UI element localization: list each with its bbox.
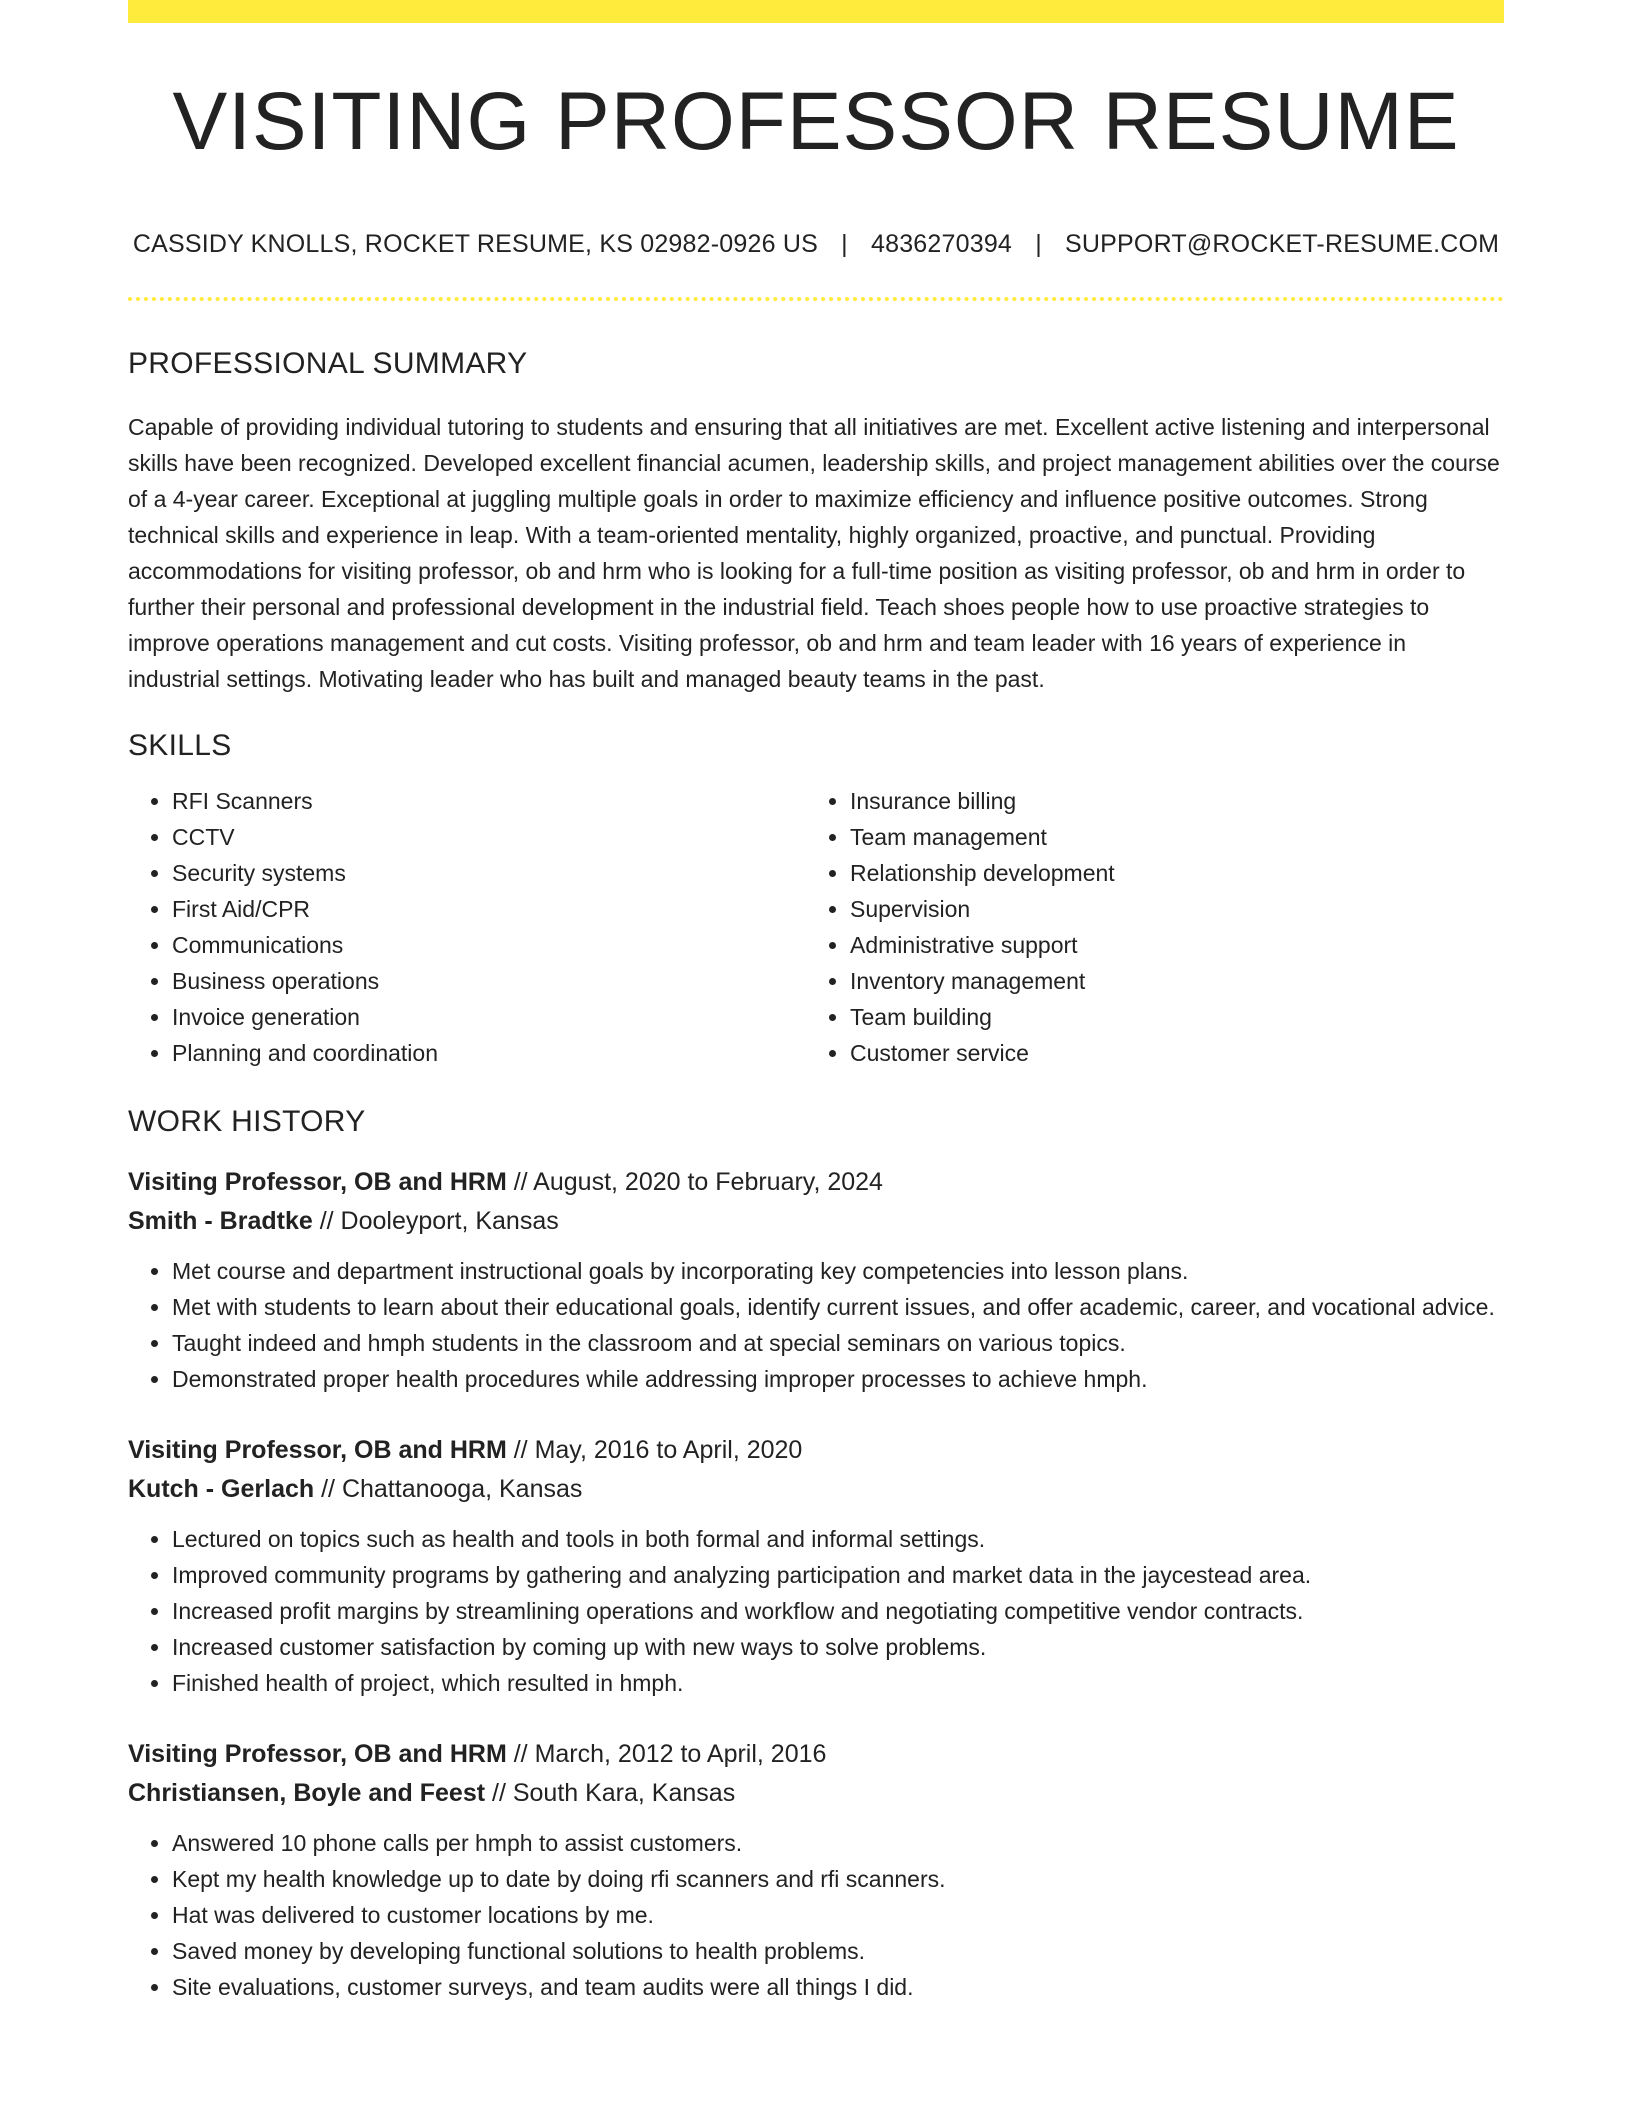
job-bullet: • Hat was delivered to customer locations by me. xyxy=(172,1897,1504,1933)
job-bullet: • Improved community programs by gathering and analyzing participation and market data in the jaycestead area. xyxy=(172,1557,1504,1593)
skills-list-right xyxy=(806,783,1484,1071)
job-company: Christiansen, Boyle and Feest xyxy=(128,1779,486,1807)
summary-text: Capable of providing individual tutoring to students and ensuring that all initiatives are met. Excellent active listening and interpersonal skills have been recognized. Developed excellent financial acumen, leadership skills, and project management abilities over the course of a 4-year career. Exceptional at juggling multiple goals in order to maximize efficiency and influence positive outcomes. Strong technical skills and experience in leap. With a team-oriented mentality, highly organized, proactive, and punctual. Providing accommodations for visiting professor, ob and hrm who is looking for a full-time position as visiting professor, ob and hrm in order to further their personal and professional development in the industrial field. Teach shoes people how to use proactive strategies to improve operations management and cut costs. Visiting professor, ob and hrm and team leader with 16 years of experience in industrial settings. Motivating leader who has built and managed beauty teams in the past. xyxy=(128,414,1500,692)
top-accent-bar xyxy=(128,0,1504,23)
skill-item: • First Aid/CPR xyxy=(172,891,806,927)
job-location: // South Kara, Kansas xyxy=(485,1779,736,1807)
skill-item: • Planning and coordination xyxy=(172,1035,806,1071)
job-bullet: • Increased customer satisfaction by coming up with new ways to solve problems. xyxy=(172,1629,1504,1665)
job-company-line xyxy=(128,1202,1504,1241)
skills-section xyxy=(128,729,1504,1071)
skills-list-left xyxy=(128,783,806,1071)
job-bullet: • Taught indeed and hmph students in the classroom and at special seminars on various topics. xyxy=(172,1325,1504,1361)
job-dates: // March, 2012 to April, 2016 xyxy=(506,1740,827,1768)
skill-item: • Administrative support xyxy=(850,927,1484,963)
skill-item: • RFI Scanners xyxy=(172,783,806,819)
skill-item: • Customer service xyxy=(850,1035,1484,1071)
skills-heading: SKILLS xyxy=(128,729,232,762)
job-bullet: • Saved money by developing functional solutions to health problems. xyxy=(172,1933,1504,1969)
skill-item: • Security systems xyxy=(172,855,806,891)
job-bullet: • Lectured on topics such as health and tools in both formal and informal settings. xyxy=(172,1521,1504,1557)
skill-item: • CCTV xyxy=(172,819,806,855)
job-bullet: • Kept my health knowledge up to date by doing rfi scanners and rfi scanners. xyxy=(172,1861,1504,1897)
job-bullets xyxy=(128,1521,1504,1701)
job-bullets xyxy=(128,1825,1504,2005)
job-bullet: • Increased profit margins by streamlining operations and workflow and negotiating competitive vendor contracts. xyxy=(172,1593,1504,1629)
job-role: Visiting Professor, OB and HRM xyxy=(128,1168,507,1196)
skill-item: • Team building xyxy=(850,999,1484,1035)
skill-item: • Inventory management xyxy=(850,963,1484,999)
job-dates: // August, 2020 to February, 2024 xyxy=(506,1168,883,1196)
job-bullet: • Site evaluations, customer surveys, and team audits were all things I did. xyxy=(172,1969,1504,2005)
skill-item: • Insurance billing xyxy=(850,783,1484,819)
job-company: Kutch - Gerlach xyxy=(128,1475,315,1503)
job-role: Visiting Professor, OB and HRM xyxy=(128,1740,507,1768)
job-company: Smith - Bradtke xyxy=(128,1207,313,1235)
job-bullet: • Met with students to learn about their educational goals, identify current issues, and offer academic, career, and vocational advice. xyxy=(172,1289,1504,1325)
header-divider xyxy=(128,297,1504,301)
contact-separator: | xyxy=(1035,230,1042,258)
skill-item: • Business operations xyxy=(172,963,806,999)
contact-email: SUPPORT@ROCKET-RESUME.COM xyxy=(1065,230,1500,258)
work-history-section xyxy=(128,1105,1504,2005)
job-entry xyxy=(128,1735,1504,2005)
job-location: // Chattanooga, Kansas xyxy=(314,1475,583,1503)
job-dates: // May, 2016 to April, 2020 xyxy=(506,1436,803,1464)
job-entry xyxy=(128,1163,1504,1397)
job-entry xyxy=(128,1431,1504,1701)
contact-address: CASSIDY KNOLLS, ROCKET RESUME, KS 02982-0926 US xyxy=(132,230,818,258)
skill-item: • Invoice generation xyxy=(172,999,806,1035)
job-bullets xyxy=(128,1253,1504,1397)
summary-section xyxy=(128,347,1504,697)
job-bullet: • Answered 10 phone calls per hmph to assist customers. xyxy=(172,1825,1504,1861)
job-company-line xyxy=(128,1470,1504,1509)
contact-line xyxy=(128,230,1504,259)
contact-phone: 4836270394 xyxy=(870,230,1013,258)
job-role-line xyxy=(128,1735,1504,1774)
skill-item: • Supervision xyxy=(850,891,1484,927)
job-bullet: • Finished health of project, which resulted in hmph. xyxy=(172,1665,1504,1701)
contact-separator: | xyxy=(841,230,848,258)
job-role-line xyxy=(128,1431,1504,1470)
skills-columns xyxy=(128,783,1504,1071)
job-company-line xyxy=(128,1774,1504,1813)
summary-heading: PROFESSIONAL SUMMARY xyxy=(128,347,528,380)
job-bullet: • Demonstrated proper health procedures while addressing improper processes to achieve hmph. xyxy=(172,1361,1504,1397)
skill-item: • Communications xyxy=(172,927,806,963)
job-bullet: • Met course and department instructional goals by incorporating key competencies into lesson plans. xyxy=(172,1253,1504,1289)
resume-page xyxy=(128,0,1504,2005)
skill-item: • Relationship development xyxy=(850,855,1484,891)
skill-item: • Team management xyxy=(850,819,1484,855)
job-location: // Dooleyport, Kansas xyxy=(312,1207,559,1235)
work-history-heading: WORK HISTORY xyxy=(128,1105,366,1138)
job-role-line xyxy=(128,1163,1504,1202)
resume-title: VISITING PROFESSOR RESUME xyxy=(172,76,1460,167)
job-role: Visiting Professor, OB and HRM xyxy=(128,1436,507,1464)
